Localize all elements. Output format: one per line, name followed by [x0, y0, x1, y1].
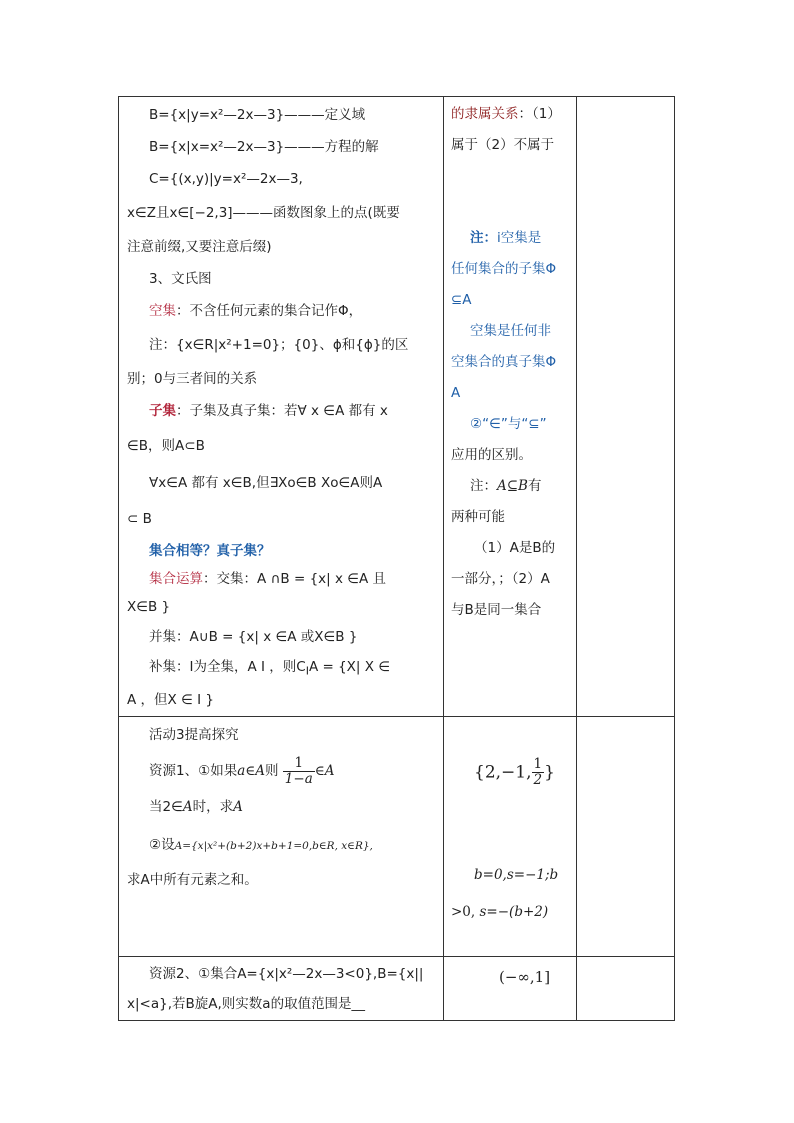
answer-sum-expression: s=−(b+2): [479, 904, 549, 920]
table-row: [119, 97, 675, 717]
resource2-answer: (−∞,1]: [499, 968, 551, 986]
row2-left-cell: [119, 717, 444, 957]
set-operations-label: 集合运算: [149, 571, 203, 587]
case-one-line: （1）A是B的: [474, 540, 556, 556]
question-set-a-2: A: [233, 799, 243, 815]
answer-denominator: 2: [533, 772, 543, 788]
proper-subset-note-cont: 空集合的真子集Φ: [451, 354, 557, 370]
part2-label: ②设: [149, 837, 175, 853]
definition-domain-line: B={x|y=x²—2x—3}———定义域: [149, 107, 366, 123]
answer-case-line-2: [444, 893, 576, 931]
element-subset-note-cont: 应用的区别。: [451, 447, 532, 463]
fraction-denominator: 1−a: [284, 770, 313, 787]
set-equality-heading: 集合相等？真子集？: [149, 543, 271, 559]
subset-cont-line: ∈B，则A⊂B: [127, 438, 205, 454]
equation-solution-line: B={x|x=x²—2x—3}———方程的解: [149, 139, 379, 155]
membership-line: [444, 99, 576, 130]
complement-text: 补集：I为全集，A I ，则C: [149, 659, 306, 675]
subset-expression: A⊆B: [497, 478, 528, 494]
complement-cont: A ，但X ∈ I }: [127, 691, 214, 708]
subset-expression-suffix: 有: [527, 478, 542, 494]
proper-subset-note: 空集是任何非: [470, 323, 551, 339]
row2-right-cell: [577, 717, 675, 957]
row3-right-cell: [577, 957, 675, 1021]
membership-cont: 属于（2）不属于: [451, 137, 555, 153]
empty-set-label: 空集: [149, 303, 176, 319]
row2-mid-cell: [444, 717, 577, 957]
activity-heading: 活动3提高探究: [149, 727, 239, 743]
resource2-cont: x|<a},若B旋A,则实数a的取值范围是__: [127, 996, 366, 1012]
note-label-2: 注：: [470, 478, 497, 494]
resource1-then: 则: [265, 763, 279, 779]
empty-set-line: [119, 295, 443, 327]
function-graph-line: x∈Z且x∈[−2,3]———函数图象上的点(既要: [127, 205, 400, 221]
resource1-line: [119, 751, 443, 791]
note-empty-set-cont-2: ⊆A: [451, 292, 472, 308]
venn-heading: 3、文氏图: [149, 271, 212, 287]
complement-line: [119, 653, 443, 686]
answer-gt-zero: >0,: [451, 904, 476, 920]
question-text: 当2∈: [149, 799, 183, 815]
proper-subset-note-cont-2: A: [451, 385, 461, 401]
resource1-part2: [119, 823, 443, 868]
fraction-numerator: 1: [283, 756, 315, 772]
resource1-membership: ∈A: [314, 763, 335, 779]
row3-mid-cell: [444, 957, 577, 1021]
case-two-line: 与B是同一集合: [451, 602, 542, 618]
answer-fraction: [532, 757, 545, 788]
question-text-2: 时，求: [192, 799, 234, 815]
point-set-line: C={(x,y)|y=x²—2x—3,: [149, 171, 303, 187]
resource2-line: 资源2、①集合A={x|x²—2x—3<0},B={x||: [149, 966, 424, 982]
membership-label: 的隶属关系: [451, 106, 519, 122]
lesson-table: [118, 96, 675, 1021]
intersection-line: [119, 565, 443, 593]
proper-subset-line: ∀x∈A 都有 x∈B,但∃Xо∈B Xо∈A则A: [149, 475, 383, 491]
resource1-condition: a∈A: [237, 763, 265, 779]
resource1-part2-cont: 求A中所有元素之和。: [127, 872, 258, 888]
row1-mid-cell: [444, 97, 577, 717]
note-empty-set-cont: 任何集合的子集Φ: [451, 261, 557, 277]
answer-set-open: {2,−1,: [474, 762, 532, 783]
subset-text: ：子集及真子集：若∀ x ∈A 都有 x: [176, 403, 388, 419]
complement-subscript: I: [305, 664, 309, 678]
empty-set-note-cont: 别；0与三者间的关系: [127, 371, 258, 387]
row1-right-cell: [577, 97, 675, 717]
note-text: ⅰ空集是: [497, 230, 542, 246]
resource1-question: [119, 791, 443, 823]
note-label: 注：: [470, 230, 497, 246]
answer-numerator: 1: [533, 756, 543, 772]
subset-line: [119, 395, 443, 427]
prefix-suffix-note: 注意前缀,又要注意后缀): [127, 239, 272, 255]
two-cases-line: 两种可能: [451, 509, 505, 525]
resource1-fraction: [283, 756, 315, 787]
case-one-cont: 一部分，；（2）A: [451, 571, 550, 587]
question-set-a: A: [182, 799, 193, 815]
subset-label: 子集: [149, 403, 176, 419]
complement-text-2: A = {X| X ∈: [308, 659, 391, 675]
intersection-text: ：交集：A ∩B = {x| x ∈A 且: [203, 571, 387, 587]
empty-set-text: ：不含任何元素的集合记作Φ，: [176, 303, 363, 319]
union-line: 并集：A∪B = {x| x ∈A 或X∈B }: [149, 629, 358, 645]
row1-left-cell: [119, 97, 444, 717]
empty-set-note: 注：{x∈R|x²+1=0}；{0}、ϕ和{ϕ}的区: [149, 337, 409, 353]
element-subset-note: ②“∈”与“⊆”: [470, 416, 547, 432]
subset-two-cases-line: [444, 471, 576, 502]
row3-left-cell: [119, 957, 444, 1021]
proper-subset-cont: ⊂ B: [127, 511, 152, 527]
answer-case-line: b=0,s=−1;b: [474, 867, 559, 883]
membership-text: ：（1）: [518, 106, 561, 122]
table-row: [119, 717, 675, 957]
note-empty-set: [444, 223, 576, 254]
part2-set-definition: A={x|x²+(b+2)x+b+1=0,b∈R, x∈R},: [174, 840, 373, 852]
answer-set-close: }: [544, 762, 555, 783]
resource1-text: 资源1、①如果: [149, 763, 238, 779]
intersection-cont: X∈B }: [127, 599, 171, 615]
table-row: [119, 957, 675, 1021]
answer-set: [444, 757, 576, 797]
